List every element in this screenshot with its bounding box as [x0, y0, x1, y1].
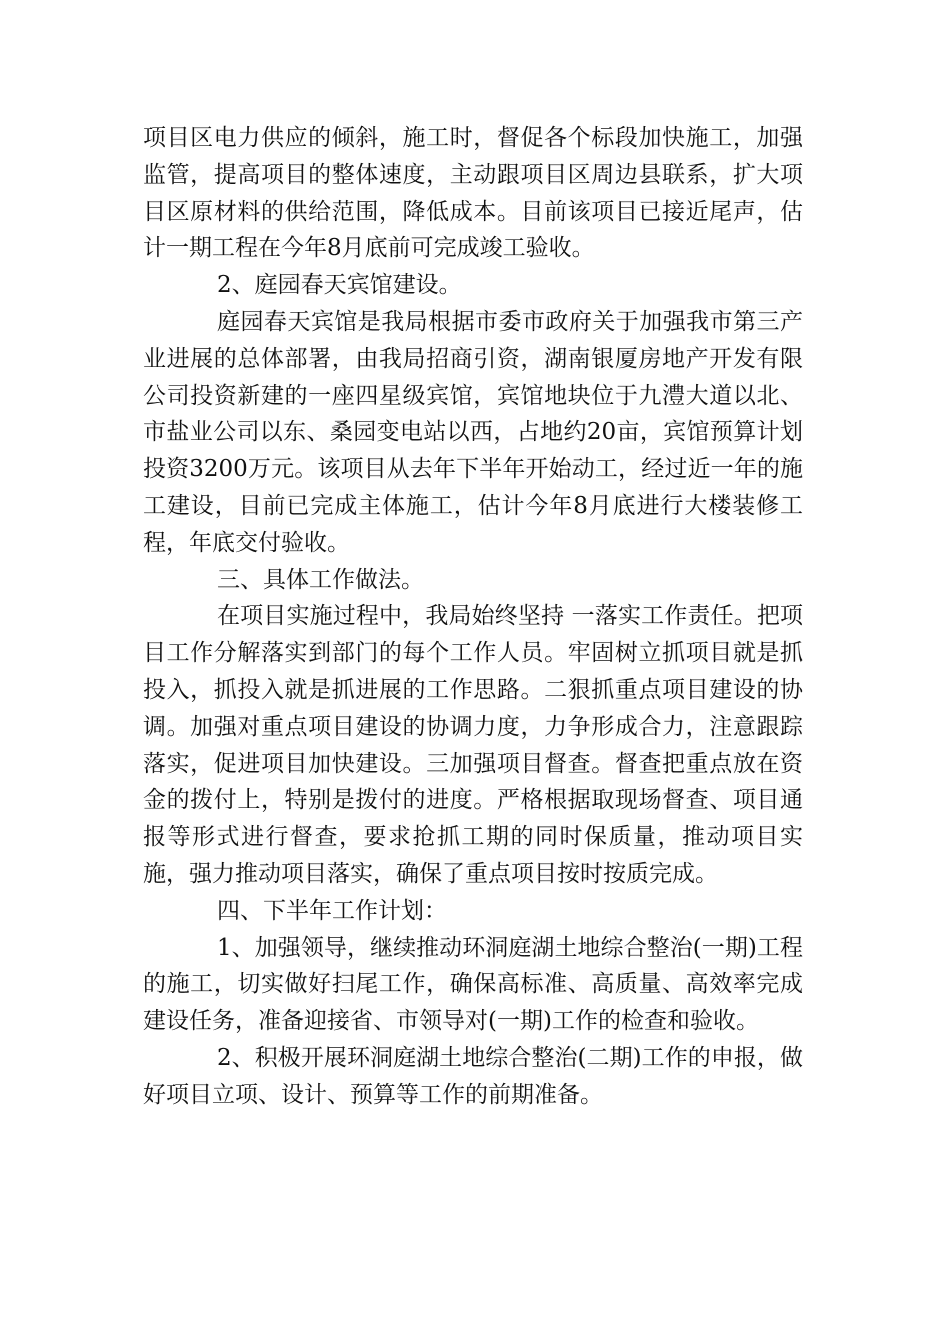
plan-item-2: 2、积极开展环洞庭湖土地综合整治(二期)工作的申报，做好项目立项、设计、预算等工作的前期准备。 [143, 1044, 803, 1108]
paragraph-work-methods: 在项目实施过程中，我局始终坚持 一落实工作责任。把项目工作分解落实到部门的每个工作人员。牢固树立抓项目就是抓投入，抓投入就是抓进展的工作思路。二狠抓重点项目建设的协调。加强对重点项目建设的协调力度，力争形成合力，注意跟踪落实，促进项目加快建设。三加强项目督查。督查把重点放在资金的拨付上，特别是拨付的进度。严格根据取现场督查、项目通报等形式进行督查，要求抢抓工期的同时保质量，推动项目实施，强力推动项目落实，确保了重点项目按时按质完成。 [143, 603, 803, 887]
paragraph-hotel-details: 庭园春天宾馆是我局根据市委市政府关于加强我市第三产业进展的总体部署，由我局招商引资，湖南银厦房地产开发有限公司投资新建的一座四星级宾馆，宾馆地块位于九澧大道以北、市盐业公司以东、桑园变电站以西，占地约20亩，宾馆预算计划投资3200万元。该项目从去年下半年开始动工，经过近一年的施工建设，目前已完成主体施工，估计今年8月底进行大楼装修工程，年底交付验收。 [143, 308, 803, 556]
paragraph-continuation: 项目区电力供应的倾斜，施工时，督促各个标段加快施工，加强监管，提高项目的整体速度，主动跟项目区周边县联系，扩大项目区原材料的供给范围，降低成本。目前该项目已接近尾声，估计一期工程在今年8月底前可完成竣工验收。 [143, 125, 803, 262]
document-body [143, 120, 803, 1114]
plan-item-1: 1、加强领导，继续推动环洞庭湖土地综合整治(一期)工程的施工，切实做好扫尾工作，确保高标准、高质量、高效率完成建设任务，准备迎接省、市领导对(一期)工作的检查和验收。 [143, 934, 803, 1035]
heading-second-half-plan: 四、下半年工作计划： [217, 897, 447, 924]
heading-garden-spring-hotel: 2、庭园春天宾馆建设。 [217, 272, 462, 299]
heading-work-methods: 三、具体工作做法。 [217, 566, 424, 593]
